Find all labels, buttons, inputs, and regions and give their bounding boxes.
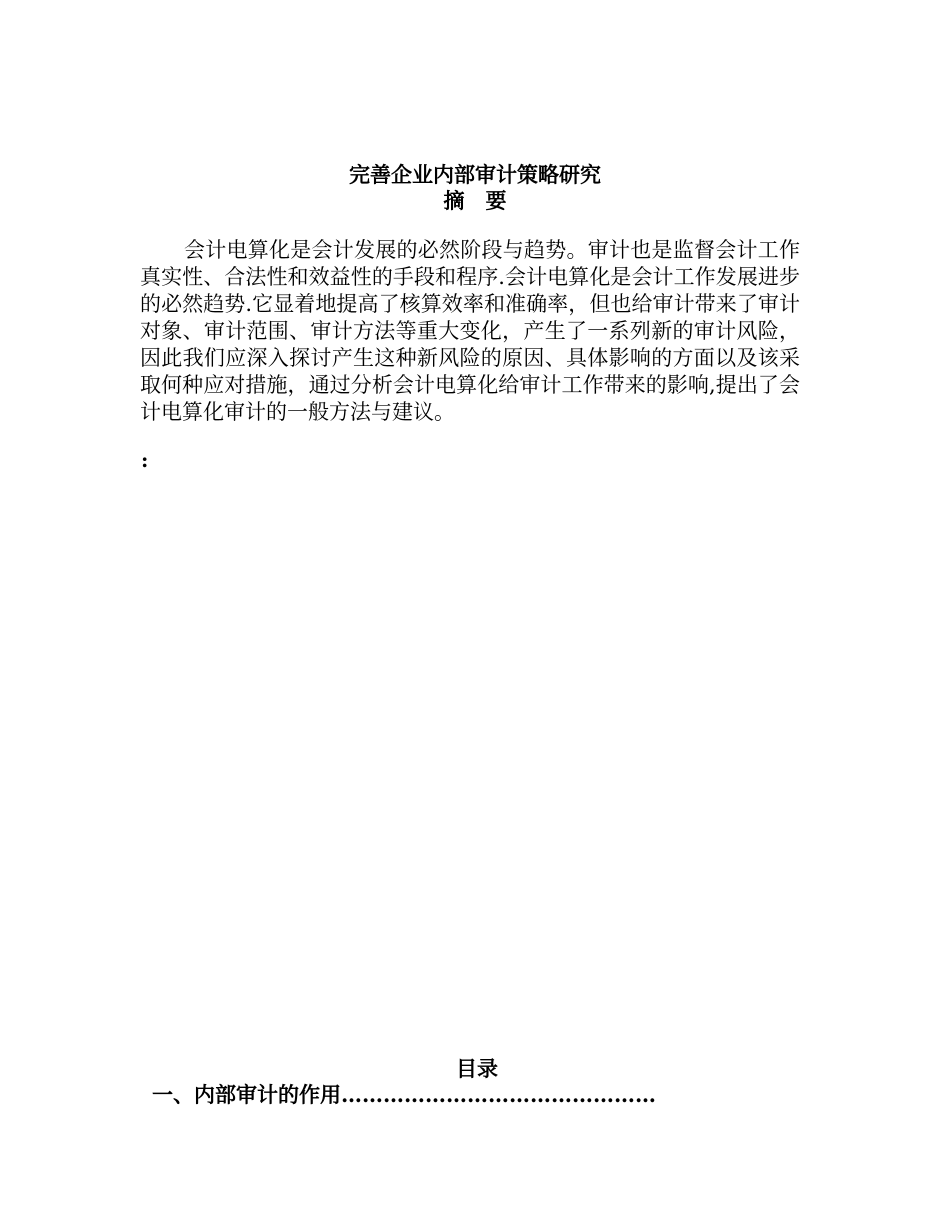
toc-heading: 目录	[456, 1056, 498, 1081]
document-title: 完善企业内部审计策略研究	[349, 162, 601, 187]
abstract-paragraph: 会计电算化是会计发展的必然阶段与趋势。审计也是监督会计工作真实性、合法性和效益性的手段和程序.会计电算化是会计工作发展进步的必然趋势.它显着地提高了核算效率和准确率，但也给审计带来了审计对象、审计范围、审计方法等重大变化，产生了一系列新的审计风险，因此我们应深入探讨产生这种新风险的原因、具体影响的方面以及该采取何种应对措施，通过分析会计电算化给审计工作带来的影响,提出了会计电算化审计的一般方法与建议。	[140, 238, 800, 424]
abstract-heading: 摘 要	[443, 188, 507, 213]
keywords-colon: :	[141, 448, 149, 472]
toc-entry: 一、内部审计的作用………………………………………	[152, 1082, 656, 1107]
